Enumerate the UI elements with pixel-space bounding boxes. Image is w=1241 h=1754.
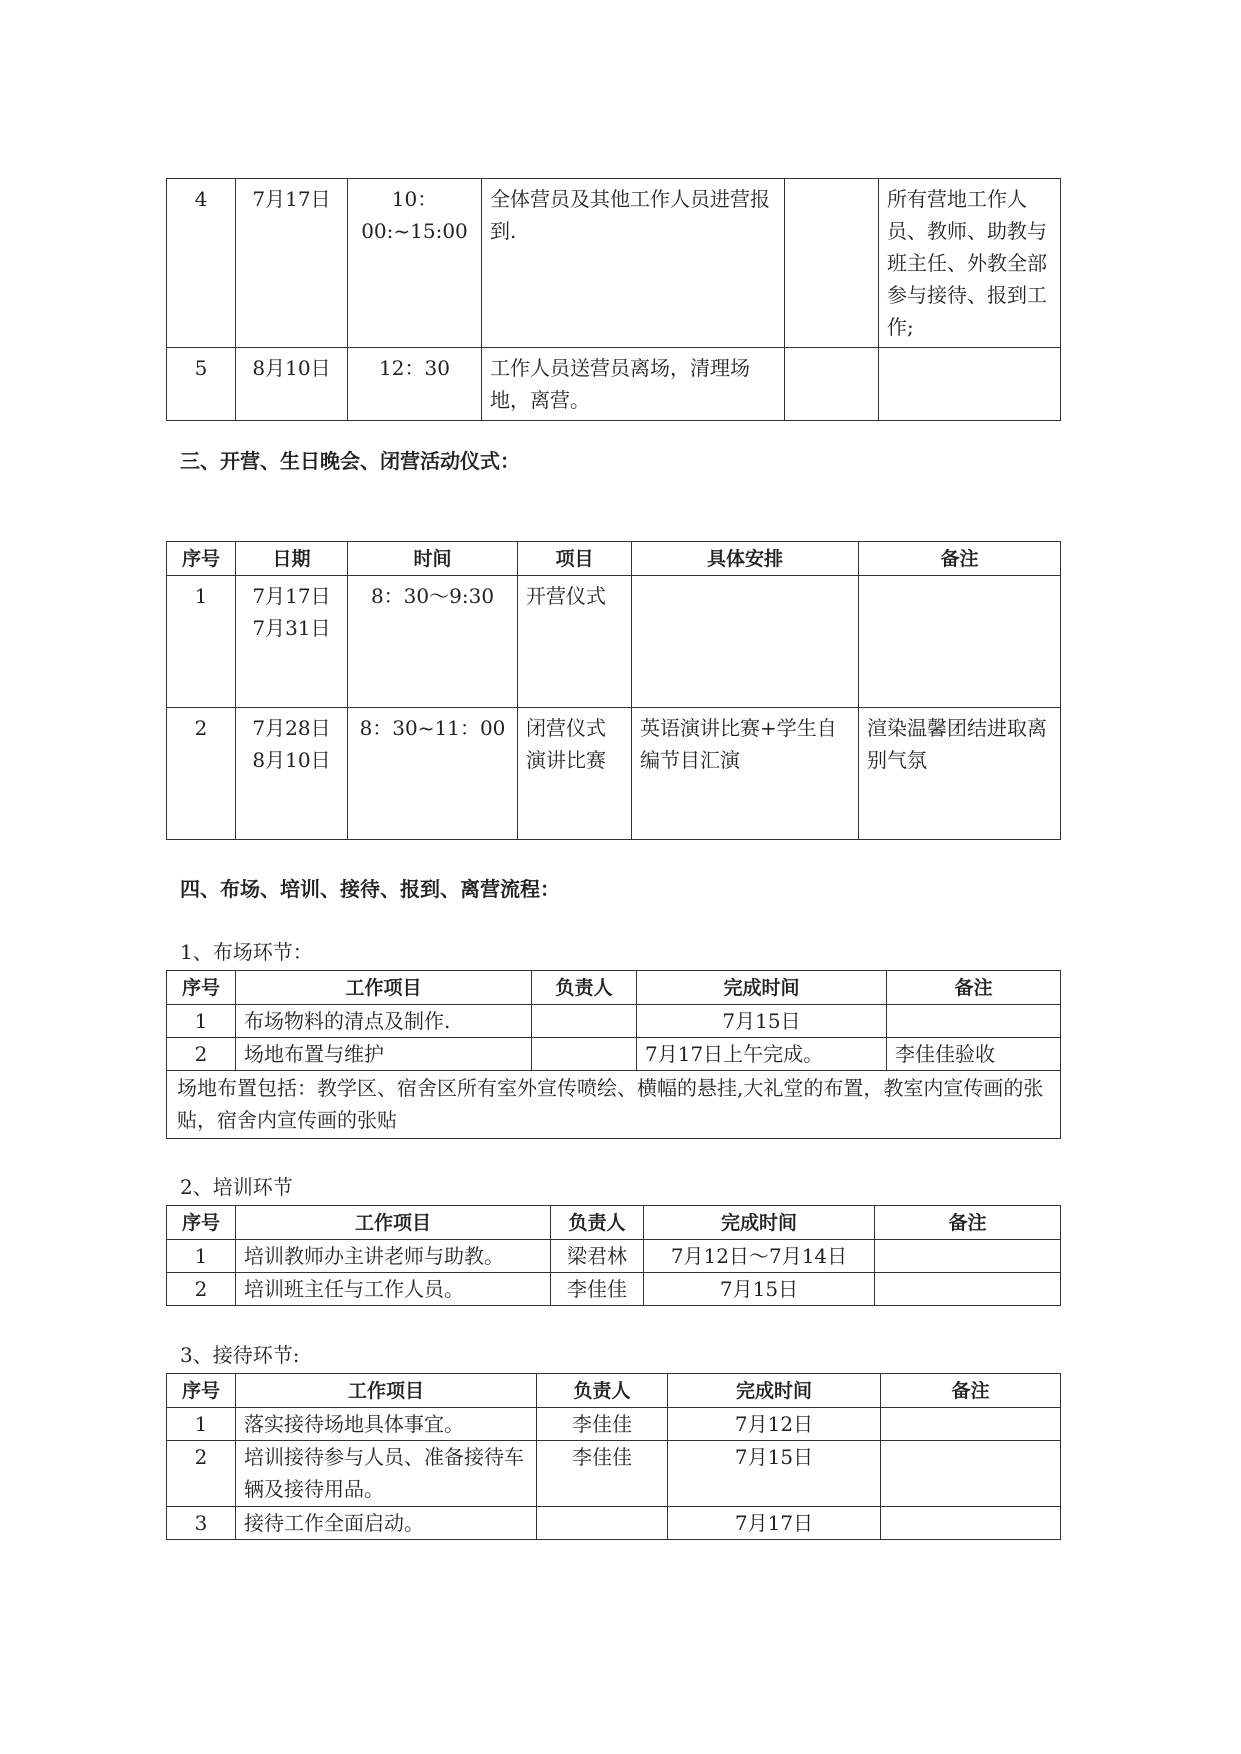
column-header: 完成时间 — [644, 1206, 875, 1240]
column-header: 备注 — [881, 1374, 1061, 1408]
column-header: 工作项目 — [236, 971, 532, 1005]
subsection-title-reception: 3、接待环节: — [180, 1343, 300, 1367]
column-header: 负责人 — [551, 1206, 644, 1240]
column-header: 项目 — [518, 542, 632, 576]
row-blank — [785, 348, 879, 421]
row-note — [881, 1441, 1061, 1507]
row-plan: 英语演讲比赛+学生自编节目汇演 — [632, 708, 859, 840]
setup-footnote: 场地布置包括：教学区、宿舍区所有室外宣传喷绘、横幅的悬挂,大礼堂的布置，教室内宣传画的张贴，宿舍内宣传画的张贴 — [167, 1071, 1061, 1139]
row-owner: 李佳佳 — [551, 1273, 644, 1306]
row-number: 2 — [167, 1441, 236, 1507]
table-row — [167, 1507, 1061, 1540]
row-item: 培训班主任与工作人员。 — [236, 1273, 551, 1306]
row-owner — [537, 1507, 668, 1540]
reception-table — [166, 1373, 1061, 1540]
row-time: 7月17日 — [668, 1507, 881, 1540]
row-note — [881, 1507, 1061, 1540]
column-header: 序号 — [167, 1206, 236, 1240]
row-plan — [632, 576, 859, 708]
row-number: 1 — [167, 576, 236, 708]
row-time: 7月17日上午完成。 — [637, 1038, 887, 1071]
row-blank — [785, 179, 879, 348]
table-header-row — [167, 1206, 1061, 1240]
row-date: 8月10日 — [252, 748, 331, 772]
row-owner — [532, 1005, 637, 1038]
row-number: 5 — [167, 348, 236, 421]
column-header: 完成时间 — [668, 1374, 881, 1408]
table-row — [167, 179, 1061, 348]
row-time: 8：30～9:30 — [348, 576, 518, 708]
training-table — [166, 1205, 1061, 1306]
row-time: 7月15日 — [644, 1273, 875, 1306]
row-time: 7月12日～7月14日 — [644, 1240, 875, 1273]
row-owner: 李佳佳 — [537, 1441, 668, 1507]
row-note — [887, 1005, 1061, 1038]
row-item: 全体营员及其他工作人员进营报到. — [482, 179, 785, 348]
section-heading-ceremonies: 三、开营、生日晚会、闭营活动仪式： — [180, 449, 520, 473]
subsection-title-training: 2、培训环节 — [180, 1175, 293, 1199]
column-header: 工作项目 — [236, 1206, 551, 1240]
column-header: 完成时间 — [637, 971, 887, 1005]
row-date: 7月28日 — [252, 716, 331, 740]
row-note: 李佳佳验收 — [887, 1038, 1061, 1071]
table-row — [167, 1273, 1061, 1306]
row-number: 2 — [167, 1038, 236, 1071]
row-number: 2 — [167, 708, 236, 840]
schedule-table-continued — [166, 178, 1061, 421]
row-time: 7月15日 — [637, 1005, 887, 1038]
row-item: 培训接待参与人员、准备接待车辆及接待用品。 — [236, 1441, 537, 1507]
section-heading-process: 四、布场、培训、接待、报到、离营流程： — [180, 877, 560, 901]
row-item: 布场物料的清点及制作. — [236, 1005, 532, 1038]
row-date: 8月10日 — [236, 348, 348, 421]
row-note — [881, 1408, 1061, 1441]
row-owner: 李佳佳 — [537, 1408, 668, 1441]
column-header: 备注 — [859, 542, 1061, 576]
row-time: 10：00:~15:00 — [348, 179, 482, 348]
row-owner: 梁君林 — [551, 1240, 644, 1273]
row-time: 7月12日 — [668, 1408, 881, 1441]
column-header: 序号 — [167, 1374, 236, 1408]
table-row — [167, 1240, 1061, 1273]
row-dates — [236, 708, 348, 840]
row-owner — [532, 1038, 637, 1071]
table-row — [167, 348, 1061, 421]
column-header: 负责人 — [532, 971, 637, 1005]
row-number: 1 — [167, 1005, 236, 1038]
row-time: 7月15日 — [668, 1441, 881, 1507]
row-note — [879, 348, 1061, 421]
row-item: 落实接待场地具体事宜。 — [236, 1408, 537, 1441]
table-row — [167, 1038, 1061, 1071]
table-row — [167, 1441, 1061, 1507]
table-footnote-row — [167, 1071, 1061, 1139]
row-time: 12：30 — [348, 348, 482, 421]
row-item: 培训教师办主讲老师与助教。 — [236, 1240, 551, 1273]
table-header-row — [167, 1374, 1061, 1408]
row-note: 渲染温馨团结进取离别气氛 — [859, 708, 1061, 840]
column-header: 序号 — [167, 542, 236, 576]
row-item: 闭营仪式演讲比赛 — [518, 708, 632, 840]
row-note: 所有营地工作人员、教师、助教与班主任、外教全部参与接待、报到工作; — [879, 179, 1061, 348]
row-date: 7月17日 — [236, 179, 348, 348]
row-date: 7月17日 — [252, 584, 331, 608]
row-item: 场地布置与维护 — [236, 1038, 532, 1071]
setup-table — [166, 970, 1061, 1139]
column-header: 时间 — [348, 542, 518, 576]
row-number: 1 — [167, 1240, 236, 1273]
row-time: 8：30~11：00 — [348, 708, 518, 840]
column-header: 备注 — [875, 1206, 1061, 1240]
row-item: 接待工作全面启动。 — [236, 1507, 537, 1540]
table-row — [167, 1408, 1061, 1441]
column-header: 工作项目 — [236, 1374, 537, 1408]
ceremony-table — [166, 541, 1061, 840]
table-row — [167, 708, 1061, 840]
row-number: 4 — [167, 179, 236, 348]
row-item: 工作人员送营员离场，清理场地，离营。 — [482, 348, 785, 421]
row-note — [875, 1273, 1061, 1306]
row-note — [859, 576, 1061, 708]
column-header: 备注 — [887, 971, 1061, 1005]
column-header: 序号 — [167, 971, 236, 1005]
row-item: 开营仪式 — [518, 576, 632, 708]
row-number: 1 — [167, 1408, 236, 1441]
row-number: 3 — [167, 1507, 236, 1540]
row-number: 2 — [167, 1273, 236, 1306]
table-header-row — [167, 542, 1061, 576]
table-row — [167, 1005, 1061, 1038]
column-header: 日期 — [236, 542, 348, 576]
table-header-row — [167, 971, 1061, 1005]
row-dates — [236, 576, 348, 708]
column-header: 具体安排 — [632, 542, 859, 576]
row-date: 7月31日 — [252, 616, 331, 640]
subsection-title-setup: 1、布场环节： — [180, 940, 313, 964]
column-header: 负责人 — [537, 1374, 668, 1408]
table-row — [167, 576, 1061, 708]
row-note — [875, 1240, 1061, 1273]
